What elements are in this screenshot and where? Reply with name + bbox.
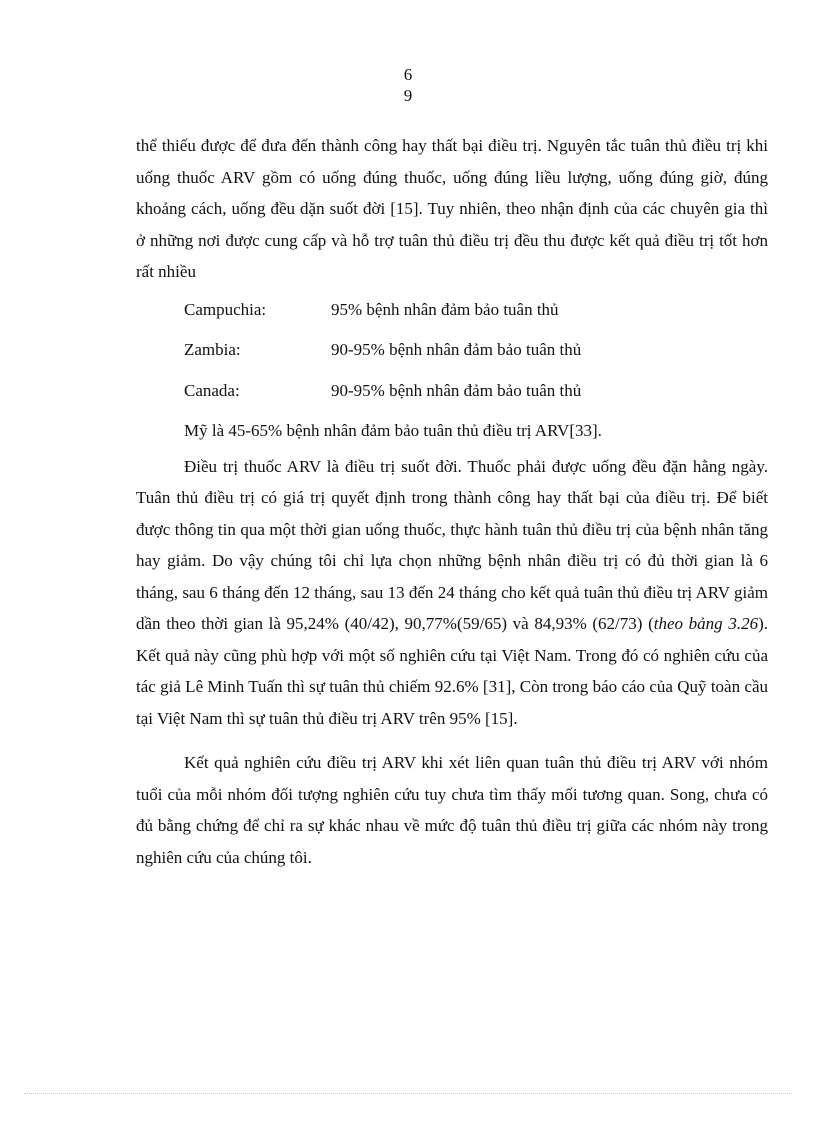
page-number-line-2: 9 <box>403 86 413 105</box>
paragraph-1: thể thiếu được để đưa đến thành công hay thất bại điều trị. Nguyên tắc tuân thủ điều trị khi uống thuốc ARV gồm có uống đúng thuốc, uống đúng liều lượng, uống đúng giờ, đúng khoảng cách, uống đều dặn suốt đời [15]. Tuy nhiên, theo nhận định của các chuyên gia thì ở những nơi được cung cấp và hỗ trợ tuân thủ điều trị đều thu được kết quả điều trị tốt hơn rất nhiều <box>136 136 768 281</box>
paragraph-2 <box>136 451 768 735</box>
country-name: Canada: <box>184 380 240 400</box>
paragraph-2-text: Điều trị thuốc ARV là điều trị suốt đời. Thuốc phải được uống đều đặn hằng ngày. Tuân thủ điều trị có giá trị quyết định trong thành công hay thất bại của điều trị. Để biết được thông tin qua một thời gian uống thuốc, thực hành tuân thủ điều trị của bệnh nhân tăng hay giảm. Do vậy chúng tôi chỉ lựa chọn những bệnh nhân điều trị có đủ thời gian là 6 tháng, sau 6 tháng đến 12 tháng, sau 13 đến 24 tháng cho kết quả tuân thủ điều trị ARV giảm dần theo thời gian là 95,24% (40/42), 90,77%(59/65) và 84,93% (62/73) ( <box>136 456 768 633</box>
country-row <box>136 294 768 335</box>
page-number-line-1: 6 <box>403 65 413 84</box>
usa-adherence-line: Mỹ là 45-65% bệnh nhân đảm bảo tuân thủ điều trị ARV[33]. <box>184 421 602 440</box>
paragraph-2-text-continued: ). Kết quả này cũng phù hợp với một số nghiên cứu tại Việt Nam. Trong đó có nghiên cứu của tác giả Lê Minh Tuấn thì sự tuân thủ chiếm 92.6% [31], Còn trong báo cáo của Quỹ toàn cầu tại Việt Nam thì sự tuân thủ điều trị ARV trên 95% [15]. <box>136 614 768 728</box>
country-name: Campuchia: <box>184 299 267 319</box>
paragraph-3: Kết quả nghiên cứu điều trị ARV khi xét liên quan tuân thủ điều trị ARV với nhóm tuổi của mỗi nhóm đối tượng nghiên cứu tuy chưa tìm thấy mối tương quan. Song, chưa có đủ bằng chứng để chỉ ra sự khác nhau về mức độ tuân thủ điều trị giữa các nhóm này trong nghiên cứu của chúng tôi. <box>136 753 768 867</box>
page-number <box>0 64 816 106</box>
document-body <box>136 130 768 873</box>
country-name: Zambia: <box>184 340 241 359</box>
page-bottom-divider <box>24 1093 792 1094</box>
table-reference: theo bảng 3.26 <box>653 614 759 633</box>
country-row <box>136 375 768 416</box>
country-value: 90-95% bệnh nhân đảm bảo tuân thủ <box>331 340 582 359</box>
country-value: 90-95% bệnh nhân đảm bảo tuân thủ <box>331 380 582 400</box>
country-row <box>136 334 768 375</box>
country-value: 95% bệnh nhân đảm bảo tuân thủ <box>331 299 559 319</box>
country-adherence-list <box>136 294 768 416</box>
